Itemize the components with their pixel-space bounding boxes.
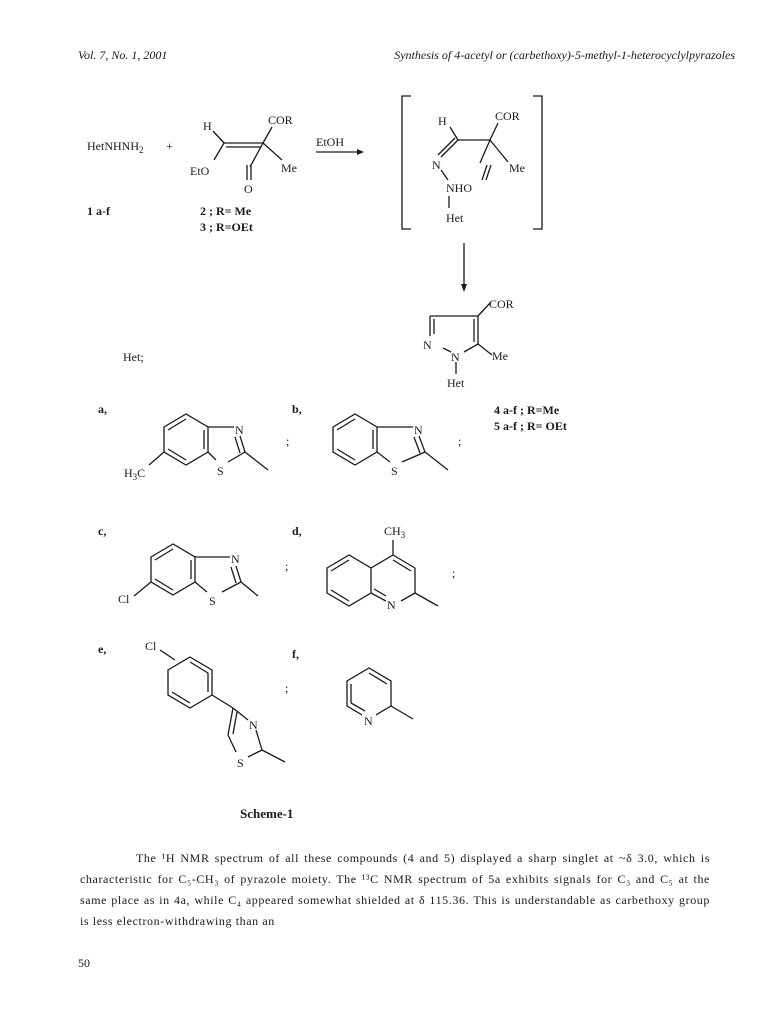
sub-a-label: a, <box>98 402 107 416</box>
atom-cor: COR <box>268 113 293 127</box>
intermediate-me: Me <box>509 161 525 175</box>
page-number: 50 <box>78 956 90 970</box>
product-5-label: 5 a-f ; R= OEt <box>494 419 567 433</box>
product-4-label: 4 a-f ; R=Me <box>494 403 560 417</box>
running-header-right: Synthesis of 4-acetyl or (carbethoxy)-5-methyl-1-heterocyclylpyrazoles <box>394 48 735 62</box>
sub-c-n: N <box>231 552 240 566</box>
intermediate-structure <box>438 123 508 208</box>
sub-e-cl: Cl <box>145 639 157 653</box>
sub-c-s: S <box>209 594 216 608</box>
product-n1: N <box>423 338 432 352</box>
atom-me: Me <box>281 161 297 175</box>
sub-b-label: b, <box>292 402 302 416</box>
pyrazole-structure <box>430 302 492 374</box>
sub-e-label: e, <box>98 642 107 656</box>
intermediate-het: Het <box>446 211 464 225</box>
sub-a-structure <box>149 414 268 470</box>
reagent-hydrazine: HetNHNH$_2$ <box>87 139 144 155</box>
intermediate-nho: NHO <box>446 181 472 195</box>
sub-e-separator: ; <box>285 681 289 695</box>
sub-d-separator: ; <box>452 566 456 580</box>
body-paragraph <box>80 848 710 932</box>
body-paragraph-text: The ¹H NMR spectrum of all these compounds (4 and 5) displayed a sharp singlet at ~δ 3.0, which is characteristic for C₅-CH₃ of pyrazole moiety. The ¹³C NMR spectrum of 5a exhibits signals for C₃ and C₅ at the same place as in 4a, while C₄ appeared somewhat shielded at δ 115.36. This is understandable as carbethoxy group is less electron-withdrawing than an <box>80 851 710 928</box>
sub-a-n: N <box>235 423 244 437</box>
atom-eto: EtO <box>190 164 210 178</box>
atom-h: H <box>203 119 212 133</box>
scheme-caption: Scheme-1 <box>240 806 294 821</box>
plus-sign: + <box>166 139 173 153</box>
het-label: Het; <box>123 350 144 364</box>
sub-e-n: N <box>249 718 258 732</box>
enone-structure <box>213 127 282 180</box>
sub-b-separator: ; <box>458 434 462 448</box>
compound-2-label: 2 ; R= Me <box>200 204 252 218</box>
compound-3-label: 3 ; R=OEt <box>200 220 253 234</box>
running-header-left: Vol. 7, No. 1, 2001 <box>78 48 168 62</box>
sub-b-n: N <box>414 423 423 437</box>
intermediate-cor: COR <box>495 109 520 123</box>
intermediate-h: H <box>438 114 447 128</box>
compound-1-label: 1 a-f <box>87 204 110 218</box>
sub-c-cl: Cl <box>118 592 130 606</box>
product-me: Me <box>492 349 508 363</box>
sub-b-structure <box>333 414 448 470</box>
product-n2: N <box>451 350 460 364</box>
sub-f-n: N <box>364 714 373 728</box>
solvent-label: EtOH <box>316 135 344 149</box>
sub-d-structure <box>327 540 438 606</box>
sub-c-label: c, <box>98 524 107 538</box>
sub-e-structure <box>160 650 285 762</box>
sub-e-s: S <box>237 756 244 770</box>
product-het: Het <box>447 376 465 390</box>
sub-a-separator: ; <box>286 434 290 448</box>
sub-b-s: S <box>391 464 398 478</box>
atom-o: O <box>244 182 253 196</box>
sub-d-n: N <box>387 598 396 612</box>
sub-c-separator: ; <box>285 559 289 573</box>
product-cor: COR <box>489 297 514 311</box>
sub-f-label: f, <box>292 647 299 661</box>
sub-a-methyl: $H_3C$ <box>124 466 146 482</box>
intermediate-n: N <box>432 158 441 172</box>
sub-d-methyl: $CH_3$ <box>384 524 406 540</box>
sub-f-structure <box>347 668 413 719</box>
sub-d-label: d, <box>292 524 302 538</box>
sub-a-s: S <box>217 464 224 478</box>
